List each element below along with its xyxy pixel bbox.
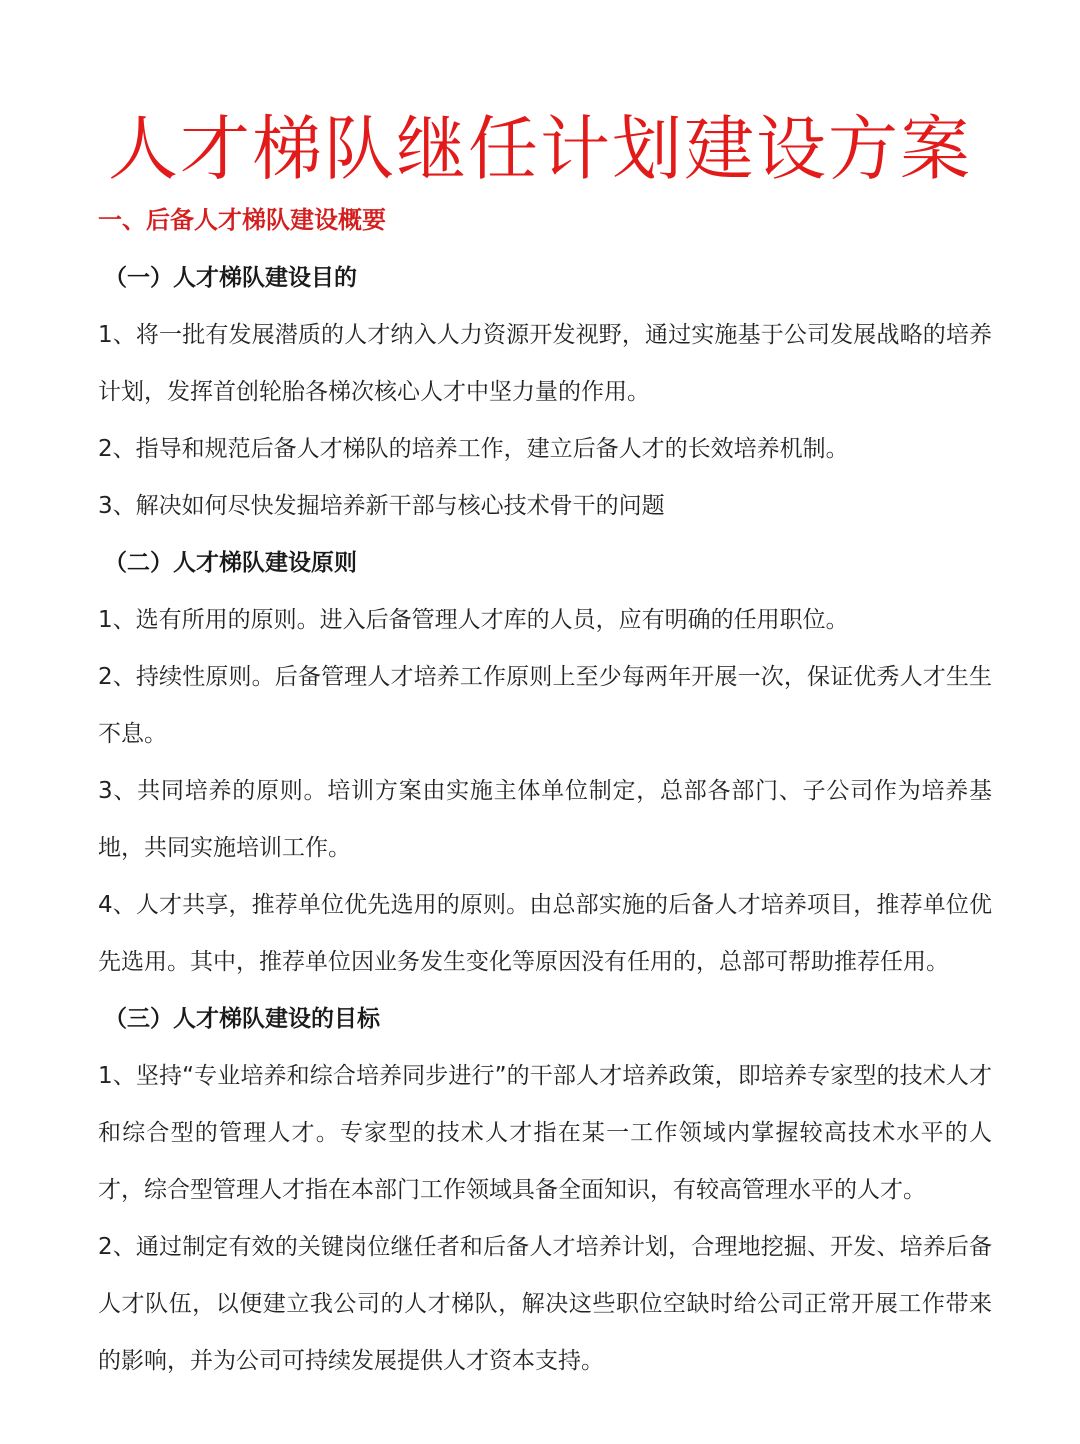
paragraph-goals-1: 1、坚持“专业培养和综合培养同步进行”的干部人才培养政策，即培养专家型的技术人才和综合型的管理人才。专家型的技术人才指在某一工作领域内掌握较高技术水平的人才，综合型管理人才指在本部门工作领域具备全面知识，有较高管理水平的人才。 xyxy=(98,1063,992,1203)
document-title: 人才梯队继任计划建设方案 xyxy=(108,108,972,190)
paragraph-purpose-2: 2、指导和规范后备人才梯队的培养工作，建立后备人才的长效培养机制。 xyxy=(98,436,849,462)
paragraph-goals-2: 2、通过制定有效的关键岗位继任者和后备人才培养计划，合理地挖掘、开发、培养后备人才队伍，以便建立我公司的人才梯队，解决这些职位空缺时给公司正常开展工作带来的影响，并为公司可持续发展提供人才资本支持。 xyxy=(98,1234,992,1374)
subsection-heading-purpose: （一）人才梯队建设目的 xyxy=(104,265,357,291)
paragraph-principles-4: 4、人才共享，推荐单位优先选用的原则。由总部实施的后备人才培养项目，推荐单位优先选用。其中，推荐单位因业务发生变化等原因没有任用的，总部可帮助推荐任用。 xyxy=(98,892,992,975)
paragraph-principles-1: 1、选有所用的原则。进入后备管理人才库的人员，应有明确的任用职位。 xyxy=(98,607,849,633)
subsection-heading-goals: （三）人才梯队建设的目标 xyxy=(104,1006,380,1032)
paragraph-principles-3: 3、共同培养的原则。培训方案由实施主体单位制定，总部各部门、子公司作为培养基地，共同实施培训工作。 xyxy=(98,778,992,861)
section-heading-overview: 一、后备人才梯队建设概要 xyxy=(98,206,386,234)
subsection-heading-principles: （二）人才梯队建设原则 xyxy=(104,550,357,576)
paragraph-principles-2: 2、持续性原则。后备管理人才培养工作原则上至少每两年开展一次，保证优秀人才生生不息。 xyxy=(98,664,992,747)
paragraph-purpose-1: 1、将一批有发展潜质的人才纳入人力资源开发视野，通过实施基于公司发展战略的培养计划，发挥首创轮胎各梯次核心人才中坚力量的作用。 xyxy=(98,322,992,405)
paragraph-purpose-3: 3、解决如何尽快发掘培养新干部与核心技术骨干的问题 xyxy=(98,493,665,519)
